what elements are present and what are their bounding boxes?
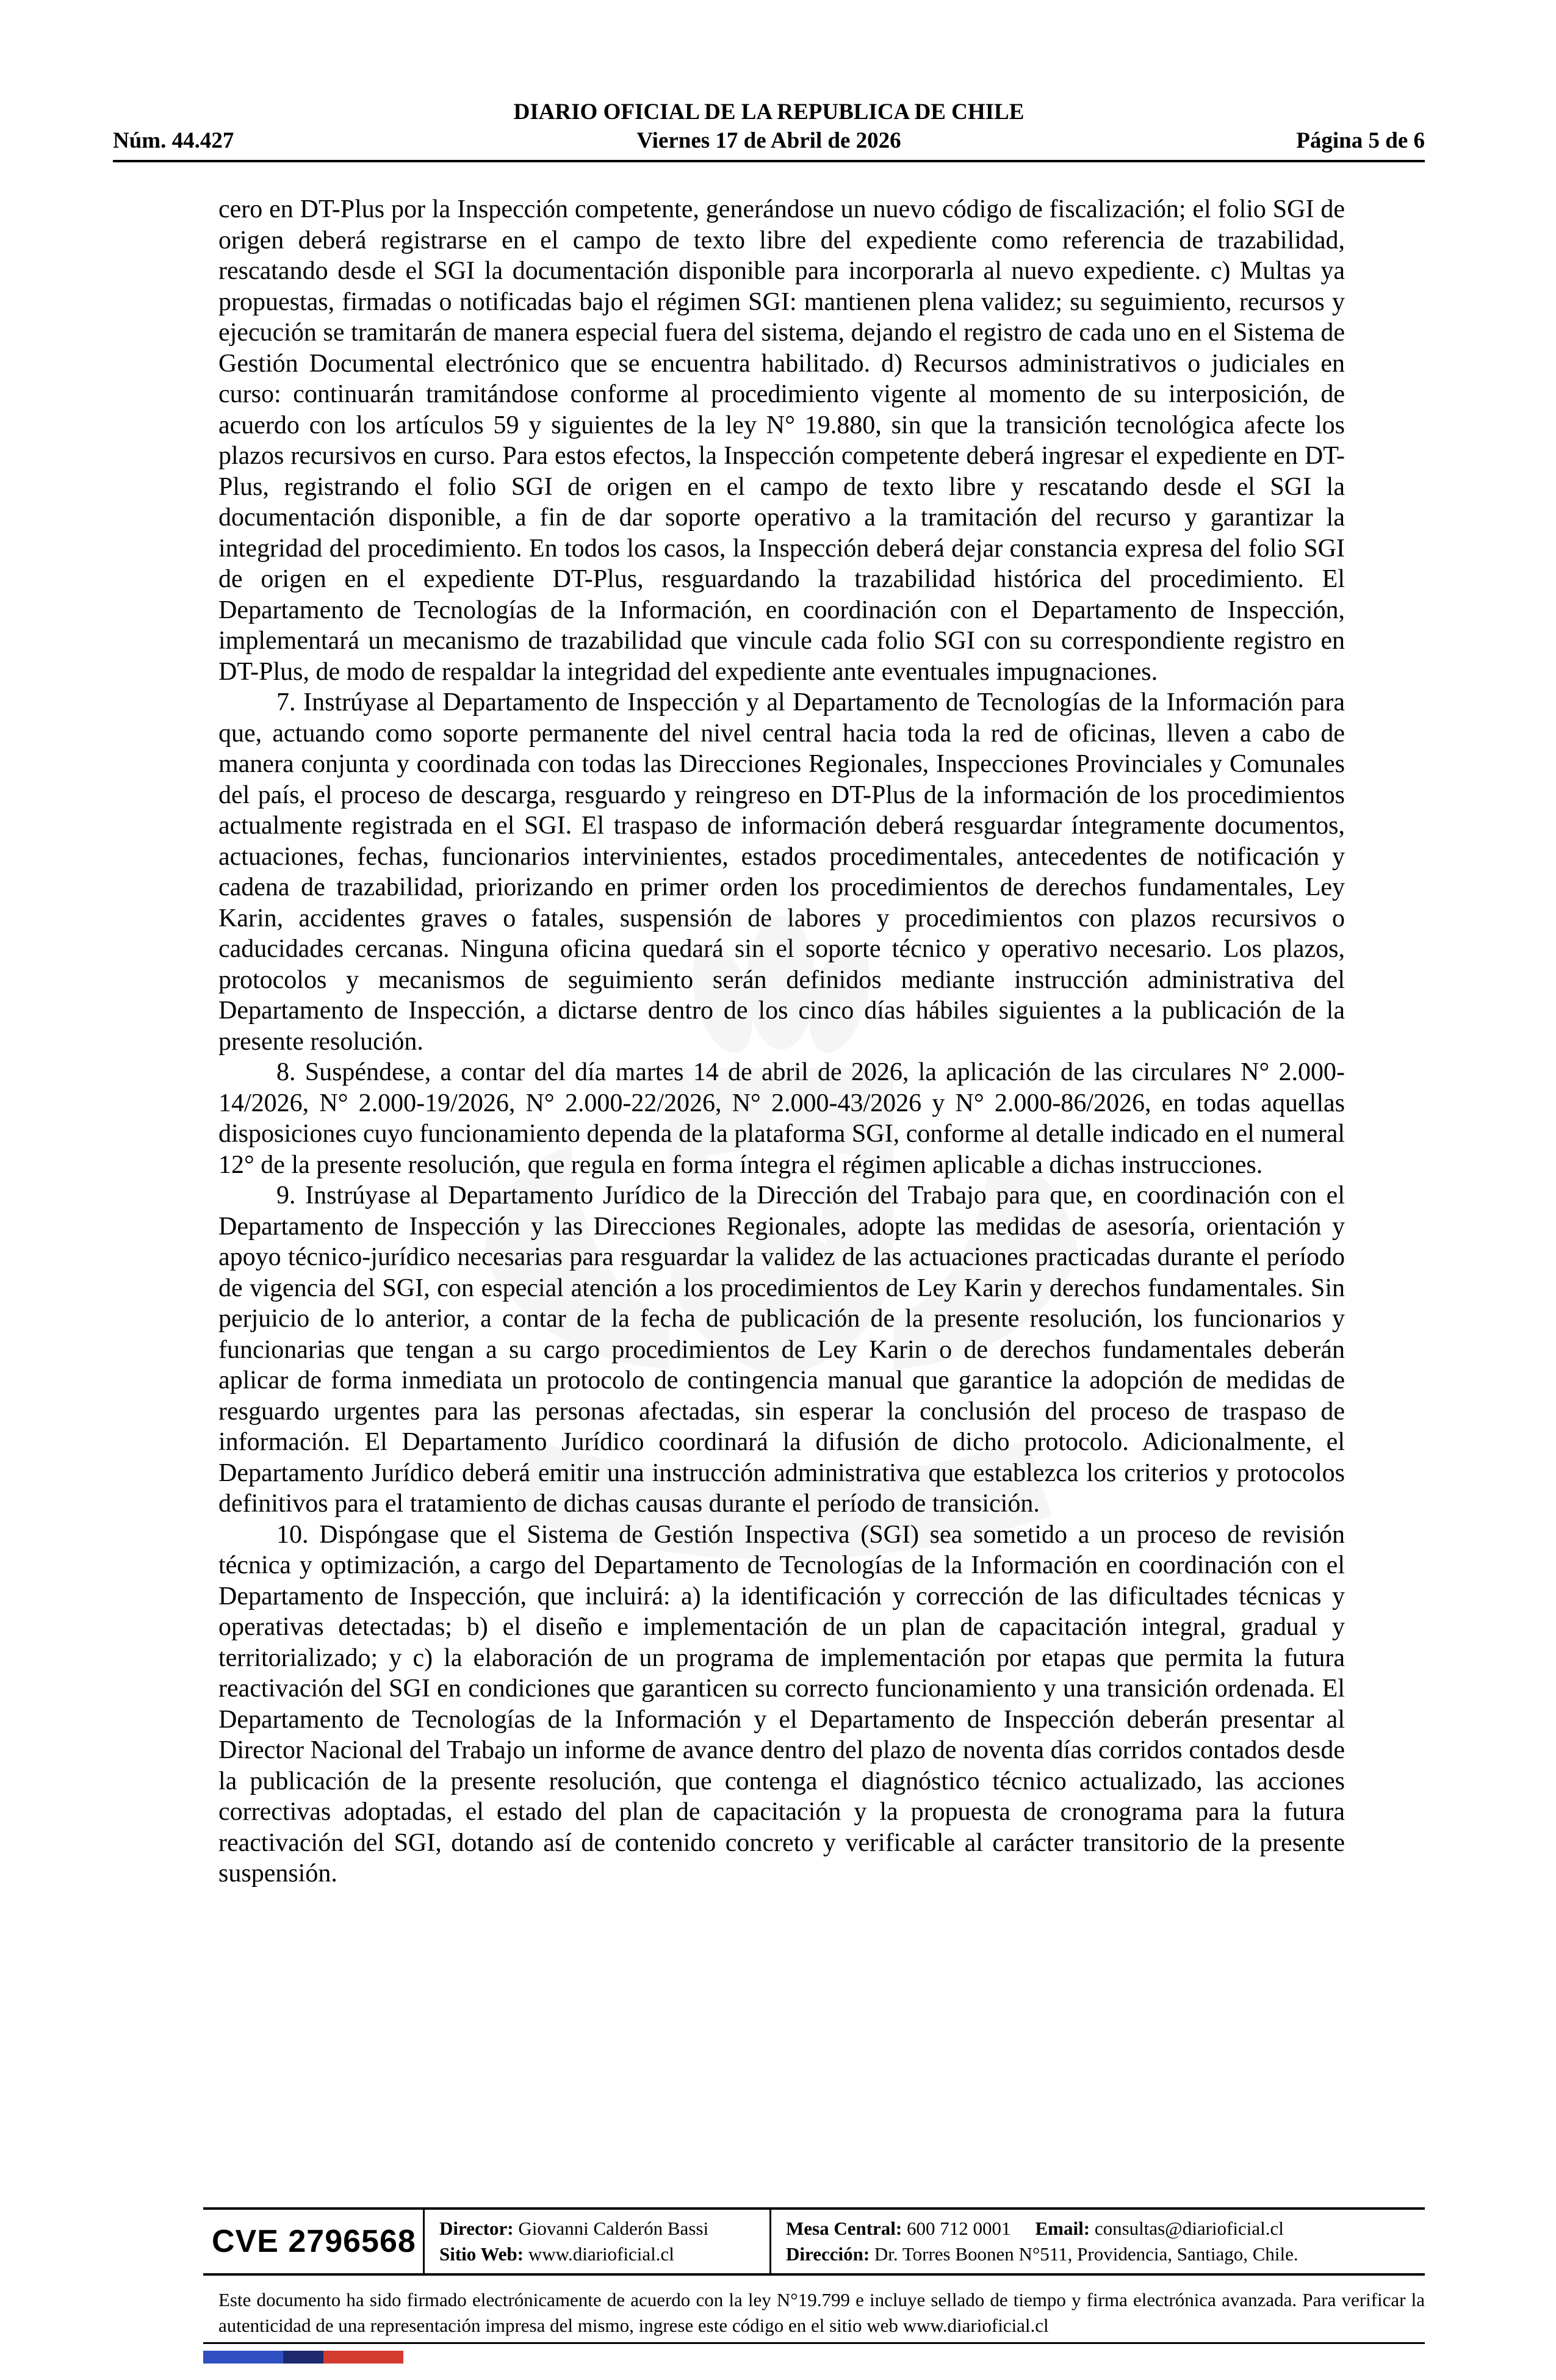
resolution-body bbox=[218, 194, 1345, 1889]
footer-info-bar bbox=[203, 2207, 1425, 2276]
flag-red-segment bbox=[323, 2351, 403, 2364]
address-value: Dr. Torres Boonen N°511, Providencia, Santiago, Chile. bbox=[874, 2243, 1298, 2265]
director-line bbox=[439, 2216, 769, 2241]
director-label: Director: bbox=[439, 2218, 514, 2239]
email-label: Email: bbox=[1035, 2218, 1090, 2239]
issue-number: Núm. 44.427 bbox=[113, 128, 234, 154]
phone-label: Mesa Central: bbox=[786, 2218, 902, 2239]
body-paragraph: 8. Suspéndese, a contar del día martes 14 de abril de 2026, la aplicación de las circulares N° 2.000-14/2026, N° 2.000-19/2026, N° 2.000-22/2026, N° 2.000-43/2026 y N° 2.000-86/2026, en todas aquellas disposiciones cuyo funcionamiento dependa de la plataforma SGI, conforme al detalle indicado en el numeral 12° de la presente resolución, que regula en forma íntegra el régimen aplicable a dichas instrucciones. bbox=[218, 1058, 1345, 1179]
website-line bbox=[439, 2241, 769, 2267]
masthead-title: DIARIO OFICIAL DE LA REPUBLICA DE CHILE bbox=[513, 99, 1025, 124]
chile-flag-mark bbox=[203, 2351, 403, 2364]
address-label: Dirección: bbox=[786, 2243, 870, 2265]
bottom-rule bbox=[203, 2342, 1425, 2344]
page-indicator: Página 5 de 6 bbox=[1296, 128, 1425, 154]
masthead bbox=[375, 99, 1162, 154]
body-paragraph: 10. Dispóngase que el Sistema de Gestión Inspectiva (SGI) sea sometido a un proceso de revisión técnica y optimización, a cargo del Departamento de Tecnologías de la Información en coordinación con el Departamento de Inspección, que incluirá: a) la identificación y corrección de las dificultades técnicas y operativas detectadas; b) el diseño e implementación de un plan de capacitación integral, gradual y territorializado; y c) la elaboración de un programa de implementación por etapas que permita la futura reactivación del SGI en condiciones que garanticen su correcto funcionamiento y una transición ordenada. El Departamento de Tecnologías de la Información y el Departamento de Inspección deberán presentar al Director Nacional del Trabajo un informe de avance dentro del plazo de noventa días corridos contados desde la publicación de la presente resolución, que contenga el diagnóstico técnico actualizado, las acciones correctivas adoptadas, el estado del plan de capacitación y la propuesta de cronograma para la futura reactivación del SGI, dotando así de contenido concreto y verificable al carácter transitorio de la presente suspensión. bbox=[218, 1520, 1345, 1888]
phone-email-line bbox=[786, 2216, 1425, 2241]
address-line bbox=[786, 2241, 1425, 2267]
email-address: consultas@diarioficial.cl bbox=[1094, 2218, 1284, 2239]
body-paragraph: 7. Instrúyase al Departamento de Inspección y al Departamento de Tecnologías de la Información para que, actuando como soporte permanente del nivel central hacia toda la red de oficinas, lleven a cabo de manera conjunta y coordinada con todas las Direcciones Regionales, Inspecciones Provinciales y Comunales del país, el proceso de descarga, resguardo y reingreso en DT-Plus de la información de los procedimientos actualmente registrada en el SGI. El traspaso de información deberá resguardar íntegramente documentos, actuaciones, fechas, funcionarios intervinientes, estados procedimentales, antecedentes de notificación y cadena de trazabilidad, priorizando en primer orden los procedimientos de derechos fundamentales, Ley Karin, accidentes graves o fatales, suspensión de labores y procedimientos con plazos recursivos o caducidades cercanas. Ninguna oficina quedará sin el soporte técnico y operativo necesario. Los plazos, protocolos y mecanismos de seguimiento serán definidos mediante instrucción administrativa del Departamento de Inspección, a dictarse dentro de los cinco días hábiles siguientes a la publicación de la presente resolución. bbox=[218, 688, 1345, 1056]
director-name: Giovanni Calderón Bassi bbox=[518, 2218, 709, 2239]
cve-code: CVE 2796568 bbox=[212, 2224, 416, 2259]
flag-navy-segment bbox=[283, 2351, 323, 2364]
body-paragraph: cero en DT-Plus por la Inspección competente, generándose un nuevo código de fiscalización; el folio SGI de origen deberá registrarse en el campo de texto libre del expediente como referencia de trazabilidad, rescatando desde el SGI la documentación disponible para incorporarla al nuevo expediente. c) Multas ya propuestas, firmadas o notificadas bajo el régimen SGI: mantienen plena validez; su seguimiento, recursos y ejecución se tramitarán de manera especial fuera del sistema, dejando el registro de cada uno en el Sistema de Gestión Documental electrónico que se encuentra habilitado. d) Recursos administrativos o judiciales en curso: continuarán tramitándose conforme al procedimiento vigente al momento de su interposición, de acuerdo con los artículos 59 y siguientes de la ley N° 19.880, sin que la transición tecnológica afecte los plazos recursivos en curso. Para estos efectos, la Inspección competente deberá ingresar el expediente en DT-Plus, registrando el folio SGI de origen en el campo de texto libre y rescatando desde el SGI la documentación disponible, a fin de dar soporte operativo a la tramitación del recurso y garantizar la integridad del procedimiento. En todos los casos, la Inspección deberá dejar constancia expresa del folio SGI de origen en el expediente DT-Plus, resguardando la trazabilidad histórica del procedimiento. El Departamento de Tecnologías de la Información, en coordinación con el Departamento de Inspección, implementará un mecanismo de trazabilidad que vincule cada folio SGI con su correspondiente registro en DT-Plus, de modo de respaldar la integridad del expediente ante eventuales impugnaciones. bbox=[218, 195, 1345, 686]
body-paragraph: 9. Instrúyase al Departamento Jurídico de la Dirección del Trabajo para que, en coordinación con el Departamento de Inspección y las Direcciones Regionales, adopte las medidas de asesoría, orientación y apoyo técnico-jurídico necesarias para resguardar la validez de las actuaciones practicadas durante el período de vigencia del SGI, con especial atención a los procedimientos de Ley Karin y derechos fundamentales. Sin perjuicio de lo anterior, a contar de la fecha de publicación de la presente resolución, los funcionarios y funcionarias que tengan a su cargo procedimientos de Ley Karin o de derechos fundamentales deberán aplicar de forma inmediata un protocolo de contingencia manual que garantice la adopción de medidas de resguardo urgentes para las personas afectadas, sin esperar la conclusión del proceso de traspaso de información. El Departamento Jurídico coordinará la difusión de dicho protocolo. Adicionalmente, el Departamento Jurídico deberá emitir una instrucción administrativa que establezca los criterios y protocolos definitivos para el tratamiento de dichas causas durante el período de transición. bbox=[218, 1181, 1345, 1518]
footer-contact-block bbox=[771, 2216, 1425, 2267]
footer-director-block bbox=[425, 2216, 769, 2267]
page-header bbox=[113, 99, 1425, 162]
phone-number: 600 712 0001 bbox=[907, 2218, 1011, 2239]
website-url: www.diarioficial.cl bbox=[528, 2243, 674, 2265]
edition-date: Viernes 17 de Abril de 2026 bbox=[636, 128, 901, 154]
website-label: Sitio Web: bbox=[439, 2243, 524, 2265]
legal-notice: Este documento ha sido firmado electrónicamente de acuerdo con la ley N°19.799 e incluye sellado de tiempo y firma electrónica avanzada. Para verificar la autenticidad de una representación impresa del mismo, ingrese este código en el sitio web www.diarioficial.cl bbox=[218, 2289, 1425, 2336]
flag-blue-segment bbox=[203, 2351, 283, 2364]
